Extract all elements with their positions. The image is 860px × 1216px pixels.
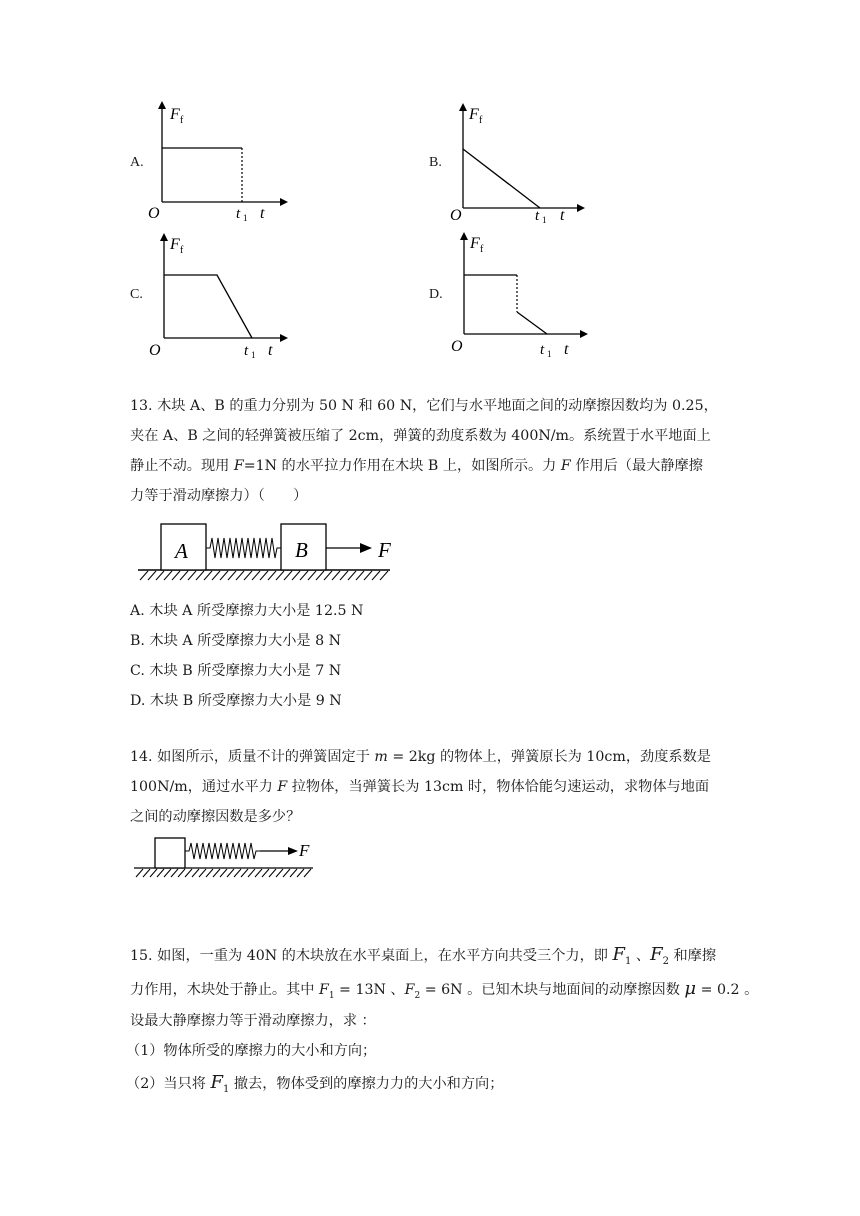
- q15-f1-symbol: F: [612, 944, 626, 965]
- q14-line-2: [130, 776, 709, 796]
- graph-a: [140, 95, 290, 225]
- q13-text: 作用后（最大静摩擦: [570, 458, 703, 474]
- q15-f1-sub: 1: [625, 955, 632, 967]
- q15-text: = 0.2 。: [696, 982, 759, 998]
- q15-text: 撤去，物体受到的摩擦力力的大小和方向；: [229, 1076, 504, 1092]
- q15-f2-sub: 2: [662, 955, 669, 967]
- graph-c: [142, 227, 292, 362]
- q13-option-c: C. 木块 B 所受摩擦力大小是 7 N: [130, 663, 342, 679]
- x-axis-label: t: [564, 341, 569, 358]
- y-axis-sub: f: [479, 115, 483, 126]
- y-axis-label: F: [469, 106, 479, 123]
- tick-sub: 1: [243, 213, 248, 223]
- tick-sub: 1: [542, 215, 547, 225]
- x-axis-label: t: [560, 207, 565, 224]
- origin-label: O: [148, 205, 160, 222]
- q14-force-symbol: F: [277, 779, 288, 795]
- option-c-label: C.: [130, 287, 143, 302]
- q15-line-1: [130, 944, 716, 967]
- tick-sub: 1: [547, 349, 552, 359]
- q15-f1-sub: 1: [328, 990, 335, 1001]
- q15-text: = 6N 。已知木块与地面间的动摩擦因数: [420, 982, 685, 998]
- q15-f2-symbol: F: [404, 982, 415, 998]
- q15-text: 15. 如图，一重为 40N 的木块放在水平桌面上，在水平方向共受三个力，即: [130, 948, 613, 964]
- q13-line-3: [130, 455, 703, 475]
- q14-mass-symbol: m: [374, 749, 388, 765]
- q13-figure: [130, 518, 410, 588]
- y-axis-sub: f: [480, 244, 484, 255]
- y-axis-sub: f: [180, 245, 184, 256]
- q15-f1-symbol: F: [318, 982, 329, 998]
- q14-figure: [130, 834, 330, 884]
- q15-text: 和摩擦: [668, 948, 717, 964]
- tick-label: t: [535, 208, 540, 224]
- x-axis-label: t: [268, 342, 273, 359]
- q15-sub-2: [126, 1072, 503, 1095]
- force-label: F: [378, 538, 391, 562]
- q15-line-2: [130, 978, 758, 1001]
- q15-f2-symbol: F: [650, 944, 663, 965]
- q13-option-b: B. 木块 A 所受摩擦力大小是 8 N: [130, 633, 342, 649]
- force-label: F: [299, 841, 310, 860]
- y-axis-label: F: [170, 106, 180, 123]
- origin-label: O: [149, 342, 161, 359]
- q15-mu-symbol: μ: [684, 978, 697, 999]
- q14-text: 拉物体，当弹簧长为 13cm 时，物体恰能匀速运动，求物体与地面: [287, 779, 710, 795]
- option-d-label: D.: [429, 287, 443, 302]
- q15-text: = 13N 、: [334, 982, 405, 998]
- q15-text: 力作用，木块处于静止。其中: [130, 982, 319, 998]
- option-b-label: B.: [429, 155, 442, 170]
- q13-option-d: D. 木块 B 所受摩擦力大小是 9 N: [130, 693, 342, 709]
- y-axis-label: F: [170, 236, 180, 253]
- tick-label: t: [540, 342, 545, 358]
- q14-text: 100N/m，通过水平力: [130, 779, 278, 795]
- graph-d: [442, 226, 592, 361]
- q13-option-a: A. 木块 A 所受摩擦力大小是 12.5 N: [130, 603, 364, 619]
- tick-label: t: [244, 343, 249, 359]
- y-axis-label: F: [470, 235, 480, 252]
- tick-sub: 1: [251, 350, 256, 360]
- q13-force-symbol: F: [233, 458, 244, 474]
- q13-line-1: 13. 木块 A、B 的重力分别为 50 N 和 60 N，它们与水平地面之间的动摩擦因数均为 0.25，: [130, 398, 718, 414]
- q14-text: 14. 如图所示，质量不计的弹簧固定于: [130, 749, 375, 765]
- y-axis-sub: f: [180, 115, 184, 126]
- origin-label: O: [450, 207, 462, 224]
- q15-sub-1: （1）物体所受的摩擦力的大小和方向；: [126, 1043, 377, 1059]
- q15-f1-symbol: F: [210, 1072, 223, 1093]
- q13-line-2: 夹在 A、B 之间的轻弹簧被压缩了 2cm，弹簧的劲度系数为 400N/m。系统置于水平地面上: [130, 428, 711, 444]
- x-axis-label: t: [260, 205, 265, 222]
- option-a-label: A.: [130, 155, 144, 170]
- block-b-label: B: [295, 538, 308, 562]
- q13-line-4: 力等于滑动摩擦力）（ ）: [130, 488, 308, 504]
- q15-text: （2）当只将: [126, 1076, 211, 1092]
- q15-f2-sub: 2: [414, 990, 421, 1001]
- q14-text: = 2kg 的物体上，弹簧原长为 10cm，劲度系数是: [387, 749, 711, 765]
- q14-line-3: 之间的动摩擦因数是多少？: [130, 809, 301, 825]
- tick-label: t: [236, 206, 241, 222]
- q13-force-symbol: F: [560, 458, 571, 474]
- origin-label: O: [451, 338, 463, 355]
- q15-f1-sub: 1: [222, 1083, 230, 1095]
- q14-line-1: [130, 746, 711, 766]
- block-a-label: A: [175, 539, 188, 563]
- q13-text: 静止不动。现用: [130, 458, 234, 474]
- q15-line-3: 设最大静摩擦力等于滑动摩擦力，求 ：: [130, 1013, 376, 1029]
- q13-text: =1N 的水平拉力作用在木块 B 上，如图所示。力: [243, 458, 561, 474]
- graph-b: [441, 97, 591, 227]
- q15-text: 、: [631, 948, 651, 964]
